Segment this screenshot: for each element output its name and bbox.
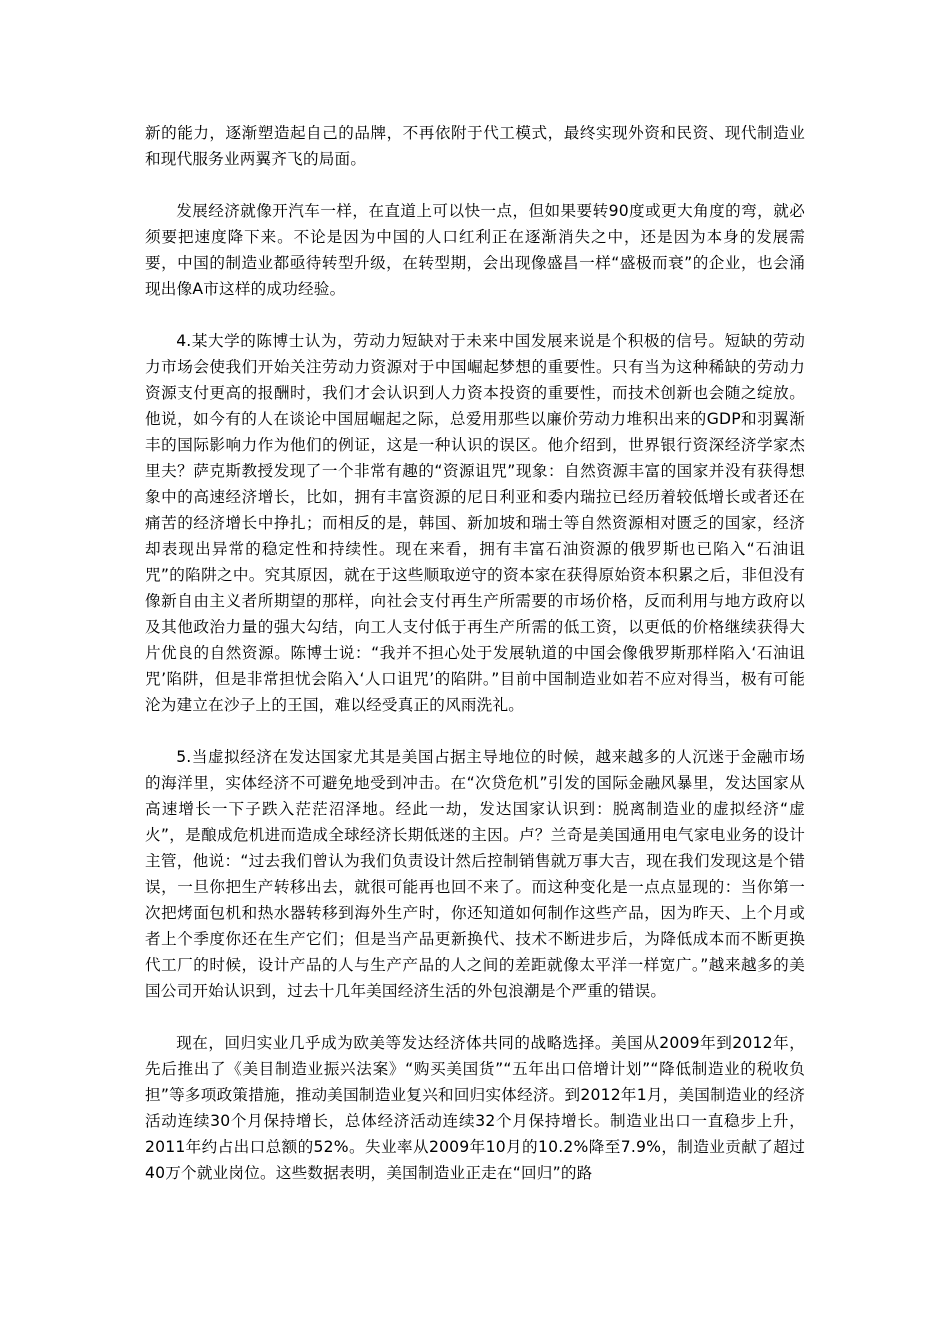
paragraph-4: 5.当虚拟经济在发达国家尤其是美国占据主导地位的时候，越来越多的人沉迷于金融市场的海洋里，实体经济不可避免地受到冲击。在“次贷危机”引发的国际金融风暴里，发达国家从高速增长一下子跌入茫茫沼泽地。经此一劫，发达国家认识到：脱离制造业的虚拟经济“虚火”，是酿成危机进而造成全球经济长期低迷的主因。卢？兰奇是美国通用电气家电业务的设计主管，他说：“过去我们曾认为我们负责设计然后控制销售就万事大吉，现在我们发现这是个错误，一旦你把生产转移出去，就很可能再也回不来了。而这种变化是一点点显现的：当你第一次把烤面包机和热水器转移到海外生产时，你还知道如何制作这些产品，因为昨天、上个月或者上个季度你还在生产它们；但是当产品更新换代、技术不断进步后，为降低成本而不断更换代工厂的时候，设计产品的人与生产产品的人之间的差距就像太平洋一样宽广。”越来越多的美国公司开始认识到，过去十几年美国经济生活的外包浪潮是个严重的错误。: [145, 748, 805, 1000]
paragraph-1: 新的能力，逐渐塑造起自己的品牌，不再依附于代工模式，最终实现外资和民资、现代制造业和现代服务业两翼齐飞的局面。: [145, 124, 805, 168]
paragraph-2: 发展经济就像开汽车一样，在直道上可以快一点，但如果要转90度或更大角度的弯，就必须要把速度降下来。不论是因为中国的人口红利正在逐渐消失之中，还是因为本身的发展需要，中国的制造业都亟待转型升级，在转型期，会出现像盛昌一样“盛极而衰”的企业，也会涌现出像A市这样的成功经验。: [145, 202, 805, 298]
paragraph-5: 现在，回归实业几乎成为欧美等发达经济体共同的战略选择。美国从2009年到2012年，先后推出了《美目制造业振兴法案》“购买美国货”“五年出口倍增计划”“降低制造业的税收负担”等多项政策措施，推动美国制造业复兴和回归实体经济。到2012年1月，美国制造业的经济活动连续30个月保持增长，总体经济活动连续32个月保持增长。制造业出口一直稳步上升，2011年约占出口总额的52%。失业率从2009年10月的10.2%降至7.9%，制造业贡献了超过40万个就业岗位。这些数据表明，美国制造业正走在“回归”的路: [145, 1034, 805, 1182]
document-body: [145, 120, 805, 1212]
paragraph-3: 4.某大学的陈博士认为，劳动力短缺对于未来中国发展来说是个积极的信号。短缺的劳动力市场会使我们开始关注劳动力资源对于中国崛起梦想的重要性。只有当为这种稀缺的劳动力资源支付更高的报酬时，我们才会认识到人力资本投资的重要性，而技术创新也会随之绽放。他说，如今有的人在谈论中国屈崛起之际，总爱用那些以廉价劳动力堆积出来的GDP和羽翼渐丰的国际影响力作为他们的例证，这是一种认识的误区。他介绍到，世界银行资深经济学家杰里夫？萨克斯教授发现了一个非常有趣的“资源诅咒”现象：自然资源丰富的国家并没有获得想象中的高速经济增长，比如，拥有丰富资源的尼日利亚和委内瑞拉已经历着较低增长或者还在痛苦的经济增长中挣扎；而相反的是，韩国、新加坡和瑞士等自然资源相对匮乏的国家，经济却表现出异常的稳定性和持续性。现在来看，拥有丰富石油资源的俄罗斯也已陷入“石油诅咒”的陷阱之中。究其原因，就在于这些顺取逆守的资本家在获得原始资本积累之后，非但没有像新自由主义者所期望的那样，向社会支付再生产所需要的市场价格，反而利用与地方政府以及其他政治力量的强大勾结，向工人支付低于再生产所需的低工资，以更低的价格继续获得大片优良的自然资源。陈博士说：“我并不担心处于发展轨道的中国会像俄罗斯那样陷入‘石油诅咒’陷阱，但是非常担忧会陷入‘人口诅咒’的陷阱。”目前中国制造业如若不应对得当，极有可能沦为建立在沙子上的王国，难以经受真正的风雨洗礼。: [145, 332, 805, 714]
